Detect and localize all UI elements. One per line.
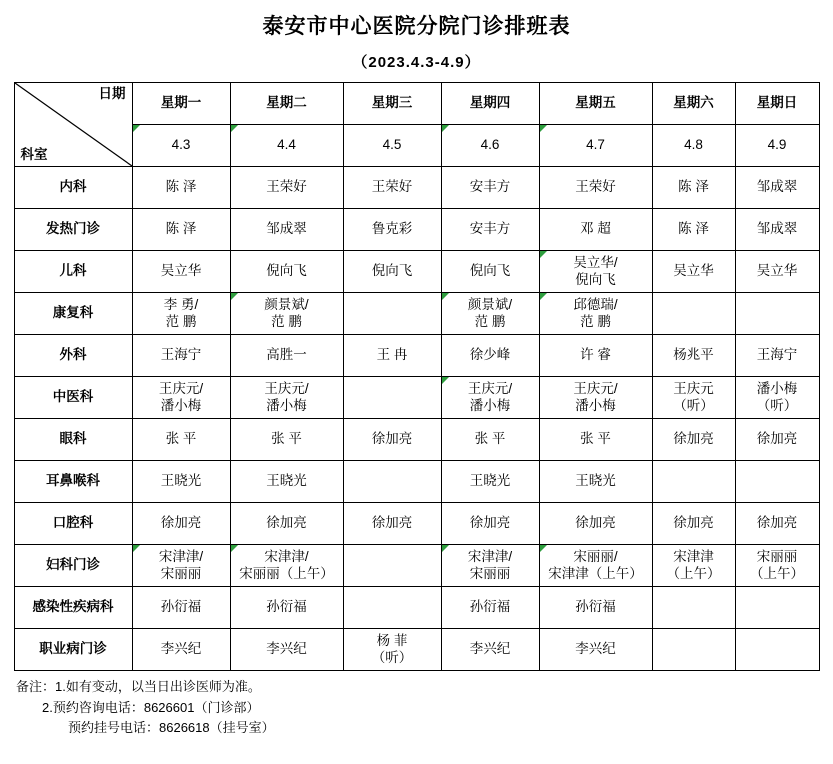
- shift-line: 王晓光: [575, 473, 616, 489]
- shift-cell: [441, 503, 539, 545]
- table-row: [14, 377, 819, 419]
- shift-line: 范 鹏: [271, 313, 302, 329]
- note-line-1: 备注：1.如有变动，以当日出诊医师为准。: [16, 679, 261, 695]
- shift-cell: [735, 629, 819, 671]
- shift-line: 徐加亮: [469, 515, 511, 531]
- shift-cell: [735, 293, 819, 335]
- shift-line: 潘小梅: [266, 397, 307, 413]
- shift-cell: [343, 503, 441, 545]
- shift-line: 吴立华: [673, 263, 714, 279]
- shift-cell: [735, 587, 819, 629]
- shift-cell: [735, 419, 819, 461]
- shift-cell: [230, 587, 343, 629]
- shift-line: 宋丽丽: [160, 565, 202, 581]
- table-row: [14, 545, 819, 587]
- shift-line: 徐加亮: [756, 515, 798, 531]
- shift-cell: [539, 461, 652, 503]
- shift-cell: [132, 251, 230, 293]
- shift-cell: [230, 377, 343, 419]
- day-header-fri: 星期五: [539, 83, 652, 125]
- shift-cell: [132, 419, 230, 461]
- shift-cell: [343, 629, 441, 671]
- page-subtitle: （2023.4.3-4.9）: [352, 54, 481, 72]
- shift-cell: [441, 587, 539, 629]
- dept-name: 康复科: [14, 293, 132, 335]
- shift-cell: [132, 293, 230, 335]
- shift-line: 宋丽丽（上午）: [239, 565, 334, 581]
- shift-cell: [343, 461, 441, 503]
- shift-cell: [230, 629, 343, 671]
- shift-cell: [230, 209, 343, 251]
- shift-cell: [539, 587, 652, 629]
- shift-cell: [343, 335, 441, 377]
- shift-cell: [652, 167, 735, 209]
- shift-line: 许 睿: [580, 347, 611, 363]
- shift-cell: [652, 251, 735, 293]
- day-date-sat: 4.8: [652, 125, 735, 167]
- shift-line: 徐加亮: [371, 515, 413, 531]
- corner-header: [14, 83, 132, 167]
- shift-line: 范 鹏: [580, 313, 611, 329]
- shift-line: 王庆元/: [573, 381, 618, 397]
- shift-line: 王庆元/: [467, 381, 513, 397]
- shift-cell: [132, 503, 230, 545]
- shift-line: 王庆元/: [158, 381, 204, 397]
- day-header-tue: 星期二: [230, 83, 343, 125]
- shift-line: 鲁克彩: [371, 221, 413, 237]
- shift-line: 宋丽丽: [756, 549, 798, 565]
- shift-cell: [343, 209, 441, 251]
- shift-line: 杨 菲: [376, 633, 408, 649]
- dept-name: 内科: [14, 167, 132, 209]
- dept-name: 眼科: [14, 419, 132, 461]
- shift-cell: [735, 251, 819, 293]
- shift-cell: [441, 377, 539, 419]
- shift-cell: [539, 251, 652, 293]
- shift-line: 王荣好: [266, 179, 307, 195]
- shift-cell: [230, 503, 343, 545]
- shift-cell: [539, 419, 652, 461]
- shift-line: 潘小梅: [575, 397, 616, 413]
- shift-line: （上午）: [666, 565, 721, 581]
- shift-line: （听）: [371, 649, 413, 665]
- table-head: [14, 83, 819, 167]
- shift-line: 王庆元/: [264, 381, 309, 397]
- day-date-sun: 4.9: [735, 125, 819, 167]
- shift-line: 安丰方: [469, 221, 511, 237]
- shift-line: 邱德瑞/: [573, 297, 618, 313]
- day-date-wed: 4.5: [343, 125, 441, 167]
- shift-cell: [132, 209, 230, 251]
- shift-cell: [441, 545, 539, 587]
- shift-line: 王庆元: [673, 381, 714, 397]
- shift-cell: [652, 335, 735, 377]
- shift-line: 倪向飞: [469, 263, 511, 279]
- dept-name: 职业病门诊: [14, 629, 132, 671]
- shift-line: 颜景斌/: [264, 297, 309, 313]
- shift-line: 颜景斌/: [467, 297, 513, 313]
- shift-line: 宋津津（上午）: [548, 565, 643, 581]
- table-row: [14, 209, 819, 251]
- table-row: [14, 587, 819, 629]
- shift-line: 徐加亮: [756, 431, 798, 447]
- shift-line: 倪向飞: [575, 271, 616, 287]
- shift-cell: [539, 503, 652, 545]
- shift-line: 宋丽丽/: [573, 549, 618, 565]
- shift-line: 潘小梅: [756, 381, 798, 397]
- shift-cell: [132, 167, 230, 209]
- shift-line: 邓 超: [580, 221, 611, 237]
- shift-line: 徐加亮: [575, 515, 616, 531]
- shift-line: 杨兆平: [673, 347, 714, 363]
- table-row: [14, 503, 819, 545]
- shift-line: （听）: [756, 397, 798, 413]
- dept-name: 外科: [14, 335, 132, 377]
- shift-line: 王晓光: [469, 473, 511, 489]
- shift-line: 王海宁: [756, 347, 798, 363]
- corner-dept-label: 科室: [20, 146, 48, 162]
- shift-line: 王 冉: [376, 347, 408, 363]
- shift-cell: [441, 209, 539, 251]
- header-row-dates: [14, 125, 819, 167]
- shift-line: 李兴纪: [575, 641, 616, 657]
- shift-cell: [441, 251, 539, 293]
- shift-cell: [230, 335, 343, 377]
- shift-line: 张 平: [271, 431, 302, 447]
- shift-cell: [441, 461, 539, 503]
- shift-line: 高胜一: [266, 347, 307, 363]
- dept-name: 发热门诊: [14, 209, 132, 251]
- day-header-thu: 星期四: [441, 83, 539, 125]
- shift-cell: [132, 461, 230, 503]
- shift-cell: [652, 587, 735, 629]
- table-row: [14, 629, 819, 671]
- shift-line: 徐加亮: [673, 431, 714, 447]
- shift-cell: [230, 461, 343, 503]
- shift-cell: [539, 167, 652, 209]
- shift-line: 王晓光: [160, 473, 202, 489]
- shift-line: 宋津津/: [158, 549, 204, 565]
- shift-line: 孙衍福: [160, 599, 202, 615]
- shift-cell: [652, 503, 735, 545]
- shift-line: （上午）: [750, 565, 804, 581]
- shift-cell: [343, 419, 441, 461]
- shift-cell: [652, 629, 735, 671]
- table-row: [14, 419, 819, 461]
- shift-line: 李兴纪: [266, 641, 307, 657]
- shift-line: 吴立华: [756, 263, 798, 279]
- shift-cell: [735, 167, 819, 209]
- shift-cell: [132, 377, 230, 419]
- table-row: [14, 335, 819, 377]
- shift-cell: [132, 629, 230, 671]
- shift-cell: [539, 209, 652, 251]
- shift-cell: [441, 419, 539, 461]
- note-line-2: 2.预约咨询电话：8626601（门诊部）: [42, 699, 260, 715]
- shift-cell: [230, 251, 343, 293]
- shift-cell: [230, 545, 343, 587]
- dept-name: 中医科: [14, 377, 132, 419]
- shift-line: 徐加亮: [266, 515, 307, 531]
- shift-cell: [652, 545, 735, 587]
- shift-line: 徐加亮: [673, 515, 714, 531]
- day-header-wed: 星期三: [343, 83, 441, 125]
- table-body: [14, 167, 819, 671]
- shift-line: 陈 泽: [678, 179, 709, 195]
- shift-line: 邹成翠: [756, 179, 798, 195]
- shift-line: 邹成翠: [756, 221, 798, 237]
- day-date-fri: 4.7: [539, 125, 652, 167]
- shift-cell: [652, 461, 735, 503]
- shift-cell: [343, 167, 441, 209]
- dept-name: 耳鼻喉科: [14, 461, 132, 503]
- shift-cell: [539, 377, 652, 419]
- shift-line: 王荣好: [371, 179, 413, 195]
- shift-cell: [735, 545, 819, 587]
- shift-line: 陈 泽: [165, 179, 197, 195]
- shift-cell: [652, 209, 735, 251]
- shift-cell: [735, 461, 819, 503]
- shift-cell: [230, 419, 343, 461]
- day-header-mon: 星期一: [132, 83, 230, 125]
- shift-cell: [735, 209, 819, 251]
- shift-line: 孙衍福: [469, 599, 511, 615]
- shift-cell: [132, 545, 230, 587]
- shift-cell: [652, 377, 735, 419]
- table-row: [14, 251, 819, 293]
- shift-line: 李 勇/: [163, 297, 199, 313]
- shift-line: 潘小梅: [160, 397, 202, 413]
- dept-name: 妇科门诊: [14, 545, 132, 587]
- shift-cell: [441, 335, 539, 377]
- shift-line: 王海宁: [160, 347, 202, 363]
- shift-line: 吴立华: [160, 263, 202, 279]
- shift-line: 宋丽丽: [469, 565, 511, 581]
- shift-line: 李兴纪: [160, 641, 202, 657]
- table-row: [14, 293, 819, 335]
- shift-line: 陈 泽: [165, 221, 197, 237]
- shift-cell: [539, 335, 652, 377]
- shift-line: 宋津津: [673, 549, 714, 565]
- dept-name: 儿科: [14, 251, 132, 293]
- shift-cell: [343, 545, 441, 587]
- table-row: [14, 167, 819, 209]
- day-date-tue: 4.4: [230, 125, 343, 167]
- shift-line: 王晓光: [266, 473, 307, 489]
- dept-name: 口腔科: [14, 503, 132, 545]
- shift-line: 徐加亮: [160, 515, 202, 531]
- schedule-table: [14, 82, 820, 671]
- note-line-3: 预约挂号电话：8626618（挂号室）: [68, 719, 275, 735]
- shift-line: 张 平: [474, 431, 506, 447]
- shift-line: 孙衍福: [266, 599, 307, 615]
- shift-cell: [735, 503, 819, 545]
- header-row-daynames: [14, 83, 819, 125]
- shift-cell: [343, 293, 441, 335]
- shift-line: 吴立华/: [573, 255, 618, 271]
- shift-line: 倪向飞: [266, 263, 307, 279]
- shift-line: 张 平: [580, 431, 611, 447]
- shift-cell: [132, 587, 230, 629]
- shift-line: 范 鹏: [165, 313, 197, 329]
- shift-cell: [230, 167, 343, 209]
- corner-date-label: 日期: [98, 86, 126, 102]
- shift-line: 邹成翠: [266, 221, 307, 237]
- day-date-thu: 4.6: [441, 125, 539, 167]
- shift-line: 范 鹏: [474, 313, 506, 329]
- shift-cell: [343, 251, 441, 293]
- shift-line: （听）: [673, 397, 714, 413]
- shift-line: 孙衍福: [575, 599, 616, 615]
- shift-line: 李兴纪: [469, 641, 511, 657]
- table-row: [14, 461, 819, 503]
- shift-cell: [441, 167, 539, 209]
- shift-cell: [441, 293, 539, 335]
- day-date-mon: 4.3: [132, 125, 230, 167]
- shift-cell: [539, 629, 652, 671]
- shift-cell: [539, 545, 652, 587]
- shift-line: 宋津津/: [467, 549, 513, 565]
- dept-name: 感染性疾病科: [14, 587, 132, 629]
- shift-cell: [441, 629, 539, 671]
- shift-line: 宋津津/: [264, 549, 309, 565]
- day-header-sat: 星期六: [652, 83, 735, 125]
- day-header-sun: 星期日: [735, 83, 819, 125]
- shift-cell: [652, 293, 735, 335]
- shift-cell: [735, 377, 819, 419]
- shift-line: 徐加亮: [371, 431, 413, 447]
- shift-cell: [132, 335, 230, 377]
- shift-line: 徐少峰: [469, 347, 511, 363]
- shift-line: 潘小梅: [469, 397, 511, 413]
- shift-line: 安丰方: [469, 179, 511, 195]
- shift-cell: [735, 335, 819, 377]
- page-title: 泰安市中心医院分院门诊排班表: [262, 15, 571, 38]
- shift-line: 倪向飞: [371, 263, 413, 279]
- shift-line: 陈 泽: [678, 221, 709, 237]
- notes-block: [16, 677, 833, 737]
- shift-cell: [343, 587, 441, 629]
- shift-cell: [230, 293, 343, 335]
- shift-cell: [652, 419, 735, 461]
- shift-cell: [539, 293, 652, 335]
- shift-line: 张 平: [165, 431, 197, 447]
- shift-line: 王荣好: [575, 179, 616, 195]
- shift-cell: [343, 377, 441, 419]
